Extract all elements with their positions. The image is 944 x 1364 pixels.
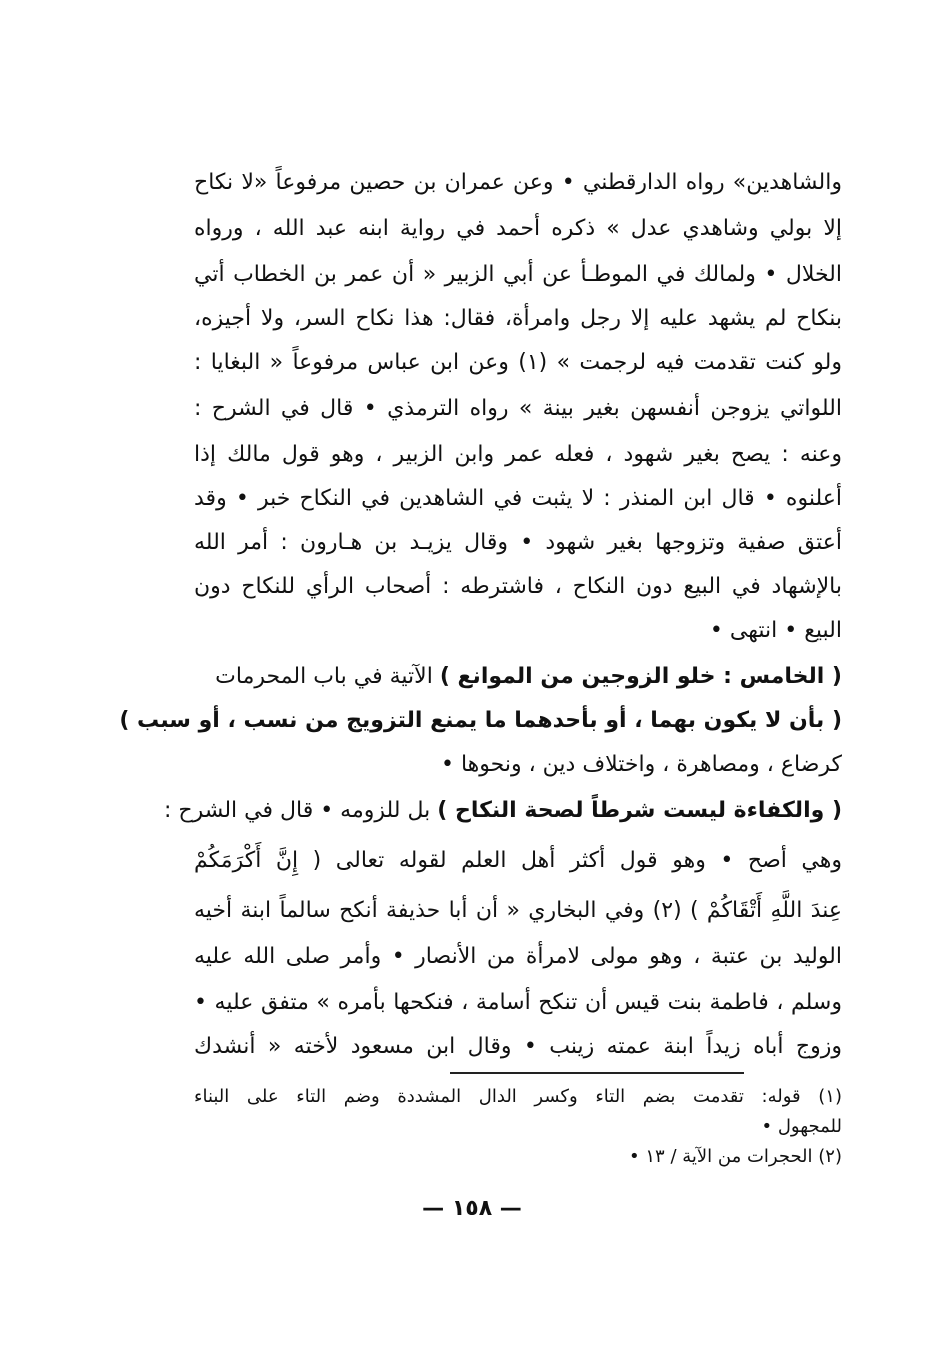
text-line: كرضاع ، ومصاهرة ، واختلاف دين ، ونحوها •	[441, 752, 842, 777]
text-line: الخلال • ولمالك في الموطـأ عن أبي الزبير « أن عمر بن الخطاب أتي	[194, 262, 842, 287]
text-line: إلا بولي وشاهدي عدل » ذكره أحمد في رواية ابنه عبد الله ، ورواه	[194, 216, 842, 241]
page-number: — ١٥٨ —	[422, 1196, 522, 1221]
bold-heading: ( والكفاءة ليست شرطاً لصحة النكاح )	[437, 798, 842, 823]
text-line: اللواتي يزوجن أنفسهن بغير بينة » رواه الترمذي • قال في الشرح :	[194, 396, 842, 421]
text-line: بالإشهاد في البيع دون النكاح ، فاشترطه : أصحاب الرأي للنكاح دون	[194, 574, 842, 599]
text-line: الوليد بن عتبة ، وهو مولى لامرأة من الأنصار • وأمر صلى الله عليه	[194, 944, 842, 969]
heading-line-fifth	[215, 658, 842, 696]
footnote-1-cont: للمجهول •	[761, 1116, 842, 1137]
text-line: وزوج أباه زيداً ابنة عمته زينب • وقال ابن مسعود لأخته « أنشدك	[194, 1034, 842, 1059]
bold-text-line: ( بأن لا يكون بهما ، أو بأحدهما ما يمنع التزويج من نسب ، أو سبب )	[119, 708, 842, 733]
footnote-1: (١) قوله: تقدمت بضم التاء وكسر الدال المشددة وضم التاء على البناء	[194, 1086, 842, 1107]
text-line: البيع • انتهى •	[709, 618, 842, 643]
text-line: أعتق صفية وتزوجها بغير شهود • وقال يزيـد بن هـارون : أمر الله	[194, 530, 842, 555]
text-line: بنكاح لم يشهد عليه إلا رجل وامرأة، فقال: هذا نكاح السر، ولا أجيزه،	[194, 306, 842, 331]
footnote-divider	[450, 1072, 744, 1074]
text-line: وهي أصح • وهو قول أكثر أهل العلم لقوله تعالى ( إِنَّ أَكْرَمَكُمْ	[194, 848, 842, 873]
heading-line-kafaa	[163, 792, 842, 830]
text-line: وعنه : يصح بغير شهود ، فعله عمر وابن الزبير ، وهو قول مالك إذا	[194, 442, 842, 467]
heading-rest: بل للزومه • قال في الشرح :	[163, 798, 438, 823]
footnote-2: (٢) الحجرات من الآية / ١٣ •	[629, 1146, 842, 1167]
text-line: عِندَ اللَّهِ أَتْقَاكُمْ ) (٢) وفي البخاري « أن أبا حذيفة أنكح سالماً ابنة أخيه	[194, 898, 842, 923]
text-line: ولو كنت تقدمت فيه لرجمت » (١) وعن ابن عباس مرفوعاً « البغايا :	[194, 350, 842, 375]
text-line: أعلنوه • قال ابن المنذر : لا يثبت في الشاهدين في النكاح خبر • وقد	[194, 486, 842, 511]
heading-rest: الآتية في باب المحرمات	[215, 664, 440, 689]
text-line: والشاهدين» رواه الدارقطني • وعن عمران بن حصين مرفوعاً «لا نكاح	[194, 170, 842, 195]
text-line: وسلم ، فاطمة بنت قيس أن تنكح أسامة ، فنكحها بأمره » متفق عليه •	[194, 990, 842, 1015]
bold-heading: ( الخامس : خلو الزوجين من الموانع )	[439, 664, 842, 689]
